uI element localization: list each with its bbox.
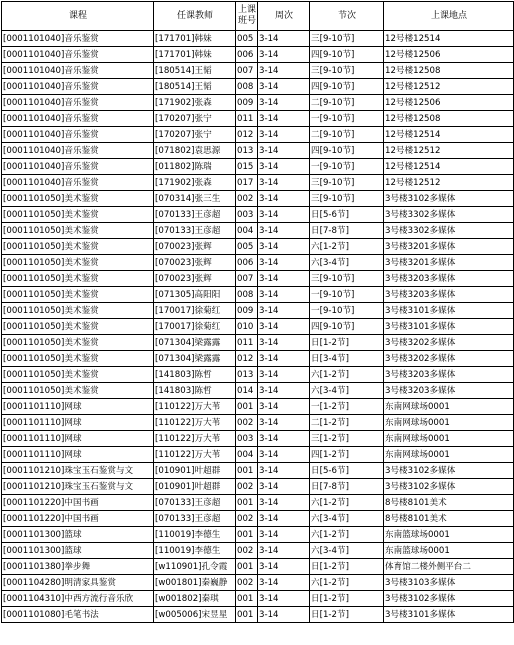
header-class-no: 上课班号 <box>236 2 258 31</box>
cell-course: [0001101050]美术鉴赏 <box>2 383 154 399</box>
cell-course: [0001101050]美术鉴赏 <box>2 335 154 351</box>
table-row <box>2 399 514 415</box>
cell-location: 3号楼3101多媒体 <box>384 607 514 623</box>
table-row <box>2 95 514 111</box>
table-row <box>2 159 514 175</box>
cell-class-no: 006 <box>236 255 258 271</box>
cell-period: 四[1-2节] <box>310 447 384 463</box>
cell-period: 三[9-10节] <box>310 191 384 207</box>
cell-period: 日[1-2节] <box>310 591 384 607</box>
cell-weeks: 3-14 <box>258 447 310 463</box>
header-weeks: 周次 <box>258 2 310 31</box>
table-row <box>2 143 514 159</box>
cell-weeks: 3-14 <box>258 511 310 527</box>
cell-teacher: [070133]王彦超 <box>154 207 236 223</box>
table-row <box>2 255 514 271</box>
table-row <box>2 511 514 527</box>
cell-weeks: 3-14 <box>258 367 310 383</box>
cell-weeks: 3-14 <box>258 383 310 399</box>
cell-course: [0001101050]美术鉴赏 <box>2 303 154 319</box>
cell-course: [0001101050]美术鉴赏 <box>2 271 154 287</box>
cell-period: 一[1-2节] <box>310 399 384 415</box>
cell-class-no: 008 <box>236 79 258 95</box>
cell-course: [0001101380]拳步舞 <box>2 559 154 575</box>
cell-location: 3号楼3203多媒体 <box>384 287 514 303</box>
header-period: 节次 <box>310 2 384 31</box>
cell-period: 二[9-10节] <box>310 127 384 143</box>
cell-course: [0001101220]中国书画 <box>2 511 154 527</box>
cell-period: 四[9-10节] <box>310 47 384 63</box>
cell-weeks: 3-14 <box>258 175 310 191</box>
cell-weeks: 3-14 <box>258 143 310 159</box>
cell-class-no: 003 <box>236 431 258 447</box>
cell-weeks: 3-14 <box>258 63 310 79</box>
cell-location: 东南篮球场0001 <box>384 543 514 559</box>
cell-class-no: 011 <box>236 335 258 351</box>
cell-location: 3号楼3101多媒体 <box>384 319 514 335</box>
cell-period: 六[1-2节] <box>310 575 384 591</box>
cell-course: [0001101050]美术鉴赏 <box>2 367 154 383</box>
cell-location: 3号楼3102多媒体 <box>384 591 514 607</box>
cell-location: 东南篮球场0001 <box>384 527 514 543</box>
cell-weeks: 3-14 <box>258 239 310 255</box>
cell-period: 四[9-10节] <box>310 79 384 95</box>
cell-location: 3号楼3103多媒体 <box>384 575 514 591</box>
cell-class-no: 017 <box>236 175 258 191</box>
cell-teacher: [w005006]宋昱星 <box>154 607 236 623</box>
cell-class-no: 001 <box>236 607 258 623</box>
cell-location: 3号楼3203多媒体 <box>384 367 514 383</box>
cell-period: 二[9-10节] <box>310 95 384 111</box>
table-row <box>2 127 514 143</box>
cell-course: [0001101050]美术鉴赏 <box>2 319 154 335</box>
table-row <box>2 463 514 479</box>
cell-location: 12号楼12506 <box>384 95 514 111</box>
cell-location: 12号楼12506 <box>384 47 514 63</box>
table-row <box>2 63 514 79</box>
cell-weeks: 3-14 <box>258 255 310 271</box>
cell-teacher: [171902]张森 <box>154 95 236 111</box>
table-row <box>2 303 514 319</box>
cell-course: [0001101110]网球 <box>2 447 154 463</box>
cell-course: [0001101110]网球 <box>2 431 154 447</box>
cell-weeks: 3-14 <box>258 271 310 287</box>
cell-course: [0001101040]音乐鉴赏 <box>2 111 154 127</box>
table-row <box>2 559 514 575</box>
cell-course: [0001101040]音乐鉴赏 <box>2 127 154 143</box>
cell-class-no: 002 <box>236 575 258 591</box>
cell-teacher: [070023]张辉 <box>154 271 236 287</box>
table-row <box>2 351 514 367</box>
cell-class-no: 001 <box>236 591 258 607</box>
table-row <box>2 575 514 591</box>
cell-course: [0001101210]珠宝玉石鉴赏与文 <box>2 463 154 479</box>
cell-period: 六[1-2节] <box>310 367 384 383</box>
cell-course: [0001101040]音乐鉴赏 <box>2 79 154 95</box>
cell-weeks: 3-14 <box>258 543 310 559</box>
cell-class-no: 011 <box>236 111 258 127</box>
cell-location: 3号楼3201多媒体 <box>384 255 514 271</box>
cell-weeks: 3-14 <box>258 527 310 543</box>
cell-teacher: [171701]韩妹 <box>154 31 236 47</box>
cell-location: 3号楼3202多媒体 <box>384 351 514 367</box>
cell-weeks: 3-14 <box>258 591 310 607</box>
table-row <box>2 527 514 543</box>
cell-weeks: 3-14 <box>258 575 310 591</box>
cell-teacher: [w110901]孔令霞 <box>154 559 236 575</box>
cell-course: [0001101040]音乐鉴赏 <box>2 95 154 111</box>
cell-location: 12号楼12514 <box>384 127 514 143</box>
cell-location: 3号楼3201多媒体 <box>384 239 514 255</box>
cell-period: 六[3-4节] <box>310 255 384 271</box>
cell-weeks: 3-14 <box>258 463 310 479</box>
cell-course: [0001104280]明清家具鉴赏 <box>2 575 154 591</box>
cell-weeks: 3-14 <box>258 191 310 207</box>
cell-teacher: [070023]张辉 <box>154 239 236 255</box>
cell-course: [0001101050]美术鉴赏 <box>2 287 154 303</box>
cell-course: [0001101050]美术鉴赏 <box>2 255 154 271</box>
cell-location: 东南网球场0001 <box>384 431 514 447</box>
cell-teacher: [071802]袁思源 <box>154 143 236 159</box>
cell-location: 8号楼8101美术 <box>384 495 514 511</box>
cell-weeks: 3-14 <box>258 207 310 223</box>
cell-period: 二[1-2节] <box>310 415 384 431</box>
cell-weeks: 3-14 <box>258 351 310 367</box>
cell-class-no: 009 <box>236 303 258 319</box>
cell-class-no: 001 <box>236 559 258 575</box>
cell-location: 12号楼12514 <box>384 31 514 47</box>
table-row <box>2 367 514 383</box>
cell-period: 日[1-2节] <box>310 559 384 575</box>
cell-period: 六[3-4节] <box>310 543 384 559</box>
cell-class-no: 001 <box>236 527 258 543</box>
cell-course: [0001104310]中西方流行音乐欣 <box>2 591 154 607</box>
cell-location: 3号楼3203多媒体 <box>384 271 514 287</box>
cell-teacher: [110122]万大苇 <box>154 399 236 415</box>
cell-teacher: [170017]徐菊红 <box>154 319 236 335</box>
table-row <box>2 239 514 255</box>
cell-class-no: 006 <box>236 47 258 63</box>
cell-weeks: 3-14 <box>258 223 310 239</box>
cell-period: 六[3-4节] <box>310 383 384 399</box>
table-row <box>2 111 514 127</box>
cell-class-no: 009 <box>236 95 258 111</box>
table-row <box>2 479 514 495</box>
cell-class-no: 002 <box>236 479 258 495</box>
course-schedule-table <box>1 1 514 623</box>
cell-class-no: 015 <box>236 159 258 175</box>
cell-course: [0001101050]美术鉴赏 <box>2 239 154 255</box>
cell-teacher: [110122]万大苇 <box>154 431 236 447</box>
cell-weeks: 3-14 <box>258 127 310 143</box>
cell-weeks: 3-14 <box>258 319 310 335</box>
cell-class-no: 002 <box>236 191 258 207</box>
table-row <box>2 495 514 511</box>
cell-weeks: 3-14 <box>258 479 310 495</box>
cell-period: 三[9-10节] <box>310 271 384 287</box>
cell-weeks: 3-14 <box>258 607 310 623</box>
cell-course: [0001101110]网球 <box>2 399 154 415</box>
cell-class-no: 014 <box>236 383 258 399</box>
table-row <box>2 175 514 191</box>
cell-teacher: [070133]王彦超 <box>154 495 236 511</box>
table-row <box>2 543 514 559</box>
cell-weeks: 3-14 <box>258 303 310 319</box>
cell-course: [0001101300]篮球 <box>2 543 154 559</box>
header-row <box>2 2 514 31</box>
cell-teacher: [010901]叶超群 <box>154 479 236 495</box>
cell-period: 一[9-10节] <box>310 287 384 303</box>
cell-class-no: 002 <box>236 415 258 431</box>
cell-teacher: [141803]陈哲 <box>154 367 236 383</box>
cell-class-no: 007 <box>236 271 258 287</box>
cell-course: [0001101050]美术鉴赏 <box>2 191 154 207</box>
cell-location: 东南网球场0001 <box>384 447 514 463</box>
cell-period: 三[9-10节] <box>310 31 384 47</box>
cell-location: 3号楼3102多媒体 <box>384 191 514 207</box>
cell-weeks: 3-14 <box>258 399 310 415</box>
table-body <box>2 31 514 623</box>
cell-period: 日[7-8节] <box>310 223 384 239</box>
cell-class-no: 002 <box>236 543 258 559</box>
cell-weeks: 3-14 <box>258 415 310 431</box>
cell-teacher: [010901]叶超群 <box>154 463 236 479</box>
cell-course: [0001101050]美术鉴赏 <box>2 207 154 223</box>
cell-teacher: [180514]王韬 <box>154 79 236 95</box>
table-row <box>2 79 514 95</box>
cell-weeks: 3-14 <box>258 95 310 111</box>
cell-location: 东南网球场0001 <box>384 399 514 415</box>
cell-class-no: 003 <box>236 207 258 223</box>
cell-class-no: 013 <box>236 367 258 383</box>
table-row <box>2 431 514 447</box>
table-row <box>2 607 514 623</box>
cell-teacher: [070023]张辉 <box>154 255 236 271</box>
cell-period: 三[9-10节] <box>310 175 384 191</box>
cell-class-no: 008 <box>236 287 258 303</box>
cell-weeks: 3-14 <box>258 159 310 175</box>
cell-teacher: [071305]高阳阳 <box>154 287 236 303</box>
table-row <box>2 415 514 431</box>
header-location: 上课地点 <box>384 2 514 31</box>
table-row <box>2 319 514 335</box>
cell-class-no: 004 <box>236 447 258 463</box>
cell-period: 日[5-6节] <box>310 463 384 479</box>
cell-course: [0001101220]中国书画 <box>2 495 154 511</box>
cell-location: 3号楼3302多媒体 <box>384 207 514 223</box>
table-row <box>2 271 514 287</box>
table-row <box>2 31 514 47</box>
cell-period: 一[9-10节] <box>310 159 384 175</box>
header-course: 课程 <box>2 2 154 31</box>
cell-course: [0001101040]音乐鉴赏 <box>2 159 154 175</box>
cell-weeks: 3-14 <box>258 431 310 447</box>
cell-weeks: 3-14 <box>258 287 310 303</box>
cell-course: [0001101040]音乐鉴赏 <box>2 31 154 47</box>
cell-class-no: 013 <box>236 143 258 159</box>
cell-location: 体育馆二楼外侧平台二 <box>384 559 514 575</box>
cell-weeks: 3-14 <box>258 79 310 95</box>
cell-teacher: [110122]万大苇 <box>154 447 236 463</box>
cell-weeks: 3-14 <box>258 495 310 511</box>
cell-period: 日[7-8节] <box>310 479 384 495</box>
cell-period: 六[1-2节] <box>310 495 384 511</box>
cell-course: [0001101050]美术鉴赏 <box>2 223 154 239</box>
cell-teacher: [070133]王彦超 <box>154 511 236 527</box>
cell-teacher: [110019]李德生 <box>154 543 236 559</box>
cell-period: 一[9-10节] <box>310 111 384 127</box>
cell-teacher: [170207]张宁 <box>154 127 236 143</box>
cell-class-no: 001 <box>236 399 258 415</box>
cell-period: 日[3-4节] <box>310 351 384 367</box>
cell-period: 三[1-2节] <box>310 431 384 447</box>
cell-teacher: [070133]王彦超 <box>154 223 236 239</box>
cell-period: 日[1-2节] <box>310 607 384 623</box>
cell-course: [0001101040]音乐鉴赏 <box>2 63 154 79</box>
table-row <box>2 383 514 399</box>
table-row <box>2 591 514 607</box>
cell-period: 六[1-2节] <box>310 527 384 543</box>
cell-location: 12号楼12514 <box>384 159 514 175</box>
cell-class-no: 002 <box>236 511 258 527</box>
cell-period: 一[9-10节] <box>310 303 384 319</box>
cell-class-no: 007 <box>236 63 258 79</box>
cell-period: 四[9-10节] <box>310 319 384 335</box>
cell-course: [0001101050]美术鉴赏 <box>2 351 154 367</box>
cell-period: 六[1-2节] <box>310 239 384 255</box>
cell-class-no: 005 <box>236 31 258 47</box>
cell-course: [0001101110]网球 <box>2 415 154 431</box>
cell-class-no: 001 <box>236 463 258 479</box>
cell-weeks: 3-14 <box>258 31 310 47</box>
cell-location: 3号楼3101多媒体 <box>384 303 514 319</box>
cell-period: 六[3-4节] <box>310 511 384 527</box>
cell-course: [0001101040]音乐鉴赏 <box>2 143 154 159</box>
cell-location: 3号楼3102多媒体 <box>384 479 514 495</box>
cell-location: 12号楼12512 <box>384 79 514 95</box>
cell-course: [0001101080]毛笔书法 <box>2 607 154 623</box>
cell-location: 3号楼3302多媒体 <box>384 223 514 239</box>
cell-teacher: [171701]韩妹 <box>154 47 236 63</box>
cell-class-no: 012 <box>236 351 258 367</box>
table-row <box>2 287 514 303</box>
cell-teacher: [141803]陈哲 <box>154 383 236 399</box>
cell-location: 12号楼12512 <box>384 143 514 159</box>
cell-weeks: 3-14 <box>258 559 310 575</box>
cell-weeks: 3-14 <box>258 47 310 63</box>
cell-weeks: 3-14 <box>258 335 310 351</box>
table-row <box>2 335 514 351</box>
cell-class-no: 010 <box>236 319 258 335</box>
cell-teacher: [180514]王韬 <box>154 63 236 79</box>
cell-class-no: 012 <box>236 127 258 143</box>
cell-location: 12号楼12508 <box>384 63 514 79</box>
cell-period: 日[5-6节] <box>310 207 384 223</box>
cell-period: 日[1-2节] <box>310 335 384 351</box>
cell-teacher: [070314]张三生 <box>154 191 236 207</box>
cell-period: 三[9-10节] <box>310 63 384 79</box>
cell-course: [0001101040]音乐鉴赏 <box>2 175 154 191</box>
cell-teacher: [170017]徐菊红 <box>154 303 236 319</box>
table-row <box>2 207 514 223</box>
cell-location: 12号楼12512 <box>384 175 514 191</box>
cell-location: 3号楼3102多媒体 <box>384 463 514 479</box>
cell-class-no: 001 <box>236 495 258 511</box>
cell-teacher: [110122]万大苇 <box>154 415 236 431</box>
cell-class-no: 004 <box>236 223 258 239</box>
table-row <box>2 191 514 207</box>
cell-course: [0001101210]珠宝玉石鉴赏与文 <box>2 479 154 495</box>
cell-period: 四[9-10节] <box>310 143 384 159</box>
cell-location: 8号楼8101美术 <box>384 511 514 527</box>
cell-teacher: [171902]张森 <box>154 175 236 191</box>
table-row <box>2 47 514 63</box>
table-row <box>2 223 514 239</box>
cell-course: [0001101300]篮球 <box>2 527 154 543</box>
cell-location: 3号楼3202多媒体 <box>384 335 514 351</box>
cell-location: 东南网球场0001 <box>384 415 514 431</box>
cell-teacher: [170207]张宁 <box>154 111 236 127</box>
cell-teacher: [w001802]秦琪 <box>154 591 236 607</box>
table-row <box>2 447 514 463</box>
cell-course: [0001101040]音乐鉴赏 <box>2 47 154 63</box>
cell-weeks: 3-14 <box>258 111 310 127</box>
header-teacher: 任课教师 <box>154 2 236 31</box>
cell-teacher: [110019]李德生 <box>154 527 236 543</box>
cell-teacher: [071304]梁露露 <box>154 351 236 367</box>
cell-class-no: 005 <box>236 239 258 255</box>
cell-location: 12号楼12508 <box>384 111 514 127</box>
cell-teacher: [w001801]秦巍静 <box>154 575 236 591</box>
cell-location: 3号楼3203多媒体 <box>384 383 514 399</box>
cell-teacher: [011802]陈瑞 <box>154 159 236 175</box>
cell-teacher: [071304]梁露露 <box>154 335 236 351</box>
